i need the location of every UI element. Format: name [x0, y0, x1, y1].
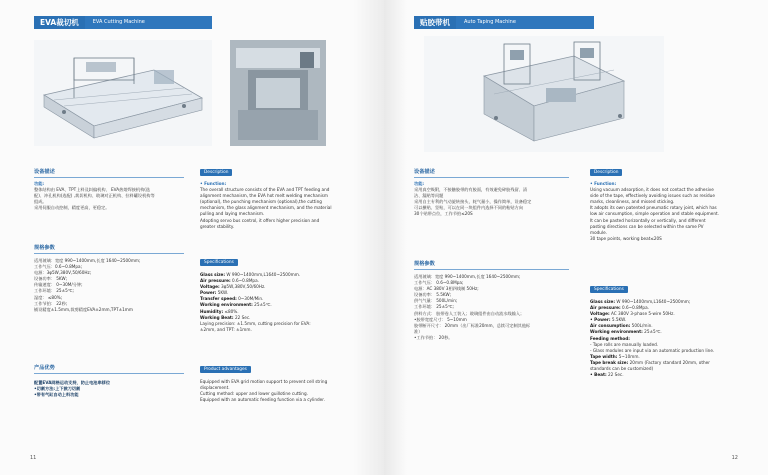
right-desc-divider: [414, 177, 569, 178]
left-param-en-key: Working Beat:: [200, 314, 234, 320]
left-param-cn-line: 设备功率： 5KW;: [34, 276, 68, 282]
left-params-en: [200, 272, 365, 333]
right-title-cn: 贴胶带机: [414, 16, 456, 29]
right-param-en-key: Feeding method:: [590, 335, 630, 341]
left-param-cn-line: 湿度： ≤80%;: [34, 294, 63, 300]
right-param-en-val: - Glass modules are input via an automatic production line.: [590, 347, 715, 353]
left-param-en-val: W 990~1400mm,L1640~2500mm.: [225, 272, 301, 277]
right-param-cn-line: 适用玻璃：宽度 990~1400mm,长度 1640~2500mm;: [414, 274, 521, 279]
left-param-cn-line: 电源：3φ5W,380V,50/60Hz;: [34, 270, 92, 276]
left-param-en-val: 3φ5W,380V,50/60Hz.: [219, 284, 266, 290]
left-desc-cn-line: 整体结构由 EVA、TPT上料及纠偏机构、 EVA热熔焊接机构(选: [34, 187, 151, 193]
left-desc-cn: [34, 181, 184, 211]
left-page-number: 11: [30, 455, 37, 461]
right-param-en-key: Glass size:: [590, 299, 616, 304]
left-param-heading: 规格参数: [34, 245, 55, 251]
left-adv-en: [200, 379, 365, 403]
left-adv-cn-line: 配置EVA网格运动支持，防止电池串移位: [34, 380, 111, 385]
left-header: [34, 16, 212, 29]
right-param-en-val: standards can be customized): [590, 366, 654, 372]
left-desc-divider: [34, 177, 184, 178]
left-param-en-key: Working environment:: [200, 302, 253, 308]
right-desc-cn-line: 可以横贴、竖贴，可以在同一块组件内选择不同的粘贴方向: [414, 205, 523, 211]
right-param-en-key: Air pressure:: [590, 305, 621, 311]
right-desc-en-line: marks, cleanliness, and missed sticking.: [590, 199, 675, 205]
right-param-en-val: AC 380V 3-phase 5-wire 50Hz.: [609, 311, 675, 317]
eva-machine-photo: [230, 40, 326, 146]
left-desc-heading: 设备描述: [34, 169, 55, 175]
left-description-pill: Description: [200, 169, 232, 176]
right-param-cn-line: 供料方式： 胶带卷人工装入；玻璃组件由自动流水线输入；: [414, 310, 525, 316]
left-spec-pill: Specifications: [200, 259, 238, 266]
left-adv-cn: [34, 380, 184, 398]
right-param-cn-line: 供气气量： 500L/min;: [414, 298, 458, 304]
left-title-cn: EVA裁切机: [34, 16, 85, 29]
right-title-en: Auto Taping Machine: [464, 19, 516, 25]
right-desc-cn-line: 洁、漏贴等问题: [414, 193, 444, 199]
right-param-en-val: 5.5KW.: [610, 317, 627, 323]
left-adv-cn-line: •带有气缸自动上料功能: [34, 392, 79, 398]
right-page-number: 12: [731, 455, 738, 461]
right-param-cn-line: 胶带断开尺寸： 20mm（出厂标准20mm，总续可定制其他标: [414, 322, 531, 328]
left-desc-en-line: pulling and laying mechanism.: [200, 211, 265, 217]
right-param-cn-line: 准）: [414, 328, 423, 334]
right-param-cn-line: 电源：AC 380V 3相四线制 50Hz;: [414, 286, 479, 292]
left-param-en-key: Transfer speed:: [200, 296, 237, 302]
right-param-cn-line: •胶带宽度尺寸： 5~10mm: [414, 316, 467, 322]
left-adv-heading: 产品优势: [34, 365, 55, 371]
taping-machine-image: [424, 36, 664, 152]
right-desc-en-line: pasting directions can be selected within the same PV: [590, 223, 704, 229]
right-param-en-key: • Power:: [590, 317, 611, 323]
left-param-cn-line: 传输速度： 0~30M/分钟;: [34, 282, 83, 288]
left-desc-en-line: Adopting servo bus control, it offers higher precision and: [200, 217, 320, 223]
left-adv-en-line: Equipped with an automatic feeding function via a cylinder.: [200, 397, 325, 403]
left-adv-en-line: Cutting method: upper and lower guillotine cutting.: [200, 391, 308, 397]
left-param-cn-line: 工作节拍： 22秒;: [34, 300, 68, 306]
left-param-en-key: Voltage:: [200, 284, 220, 290]
left-desc-en: • Function: The overall structure consists of the EVA and TPT feeding and alignment mechanism, the EVA hot melt welding mechanism (optional), the punching mechanism (optional),the cutting mechanism, the glass alignment mechanism, and the material pulling and laying mechanism. Adopting servo bus control, it offers higher precision and greater stability.: [200, 181, 360, 230]
left-desc-en-line: mechanism, the glass alignment mechanism, and the material: [200, 205, 332, 211]
right-param-en-val: 22 Sec.: [606, 372, 624, 378]
right-param-cn-line: •工作节拍： 20秒。: [414, 334, 453, 340]
right-param-en-val: 25±5℃.: [642, 329, 662, 335]
right-param-en-key: Tape break size:: [590, 359, 629, 365]
left-param-en-val: Laying precision: ±1.5mm, cutting precision for EVA:: [200, 320, 311, 326]
right-param-en-key: Air consumption:: [590, 323, 631, 329]
left-param-en-key: Glass size:: [200, 272, 226, 277]
right-param-heading: 规格参数: [414, 261, 435, 267]
right-param-en-val: 0.6~0.8Mpa.: [620, 305, 649, 311]
right-desc-cn-line: 采用真空吸附，不接触胶带的有胶面，有效避免碎胶残留、清: [414, 187, 528, 193]
right-spec-pill: Specifications: [590, 286, 628, 293]
right-param-en-val: W 990~1400mm,L1640~2500mm;: [615, 299, 691, 304]
left-param-cn-line: 适用玻璃：宽度 990~1400mm,长度 1640~2500mm;: [34, 258, 141, 263]
left-param-en-val: ±2mm, and TPT: ±1mm.: [200, 326, 252, 332]
left-param-en-val: 0.6~0.8Mpa.: [230, 278, 259, 284]
right-param-cn-line: 工作气压： 0.6~0.8Mpa;: [414, 280, 464, 286]
left-param-en-val: 25±5℃.: [252, 302, 272, 308]
left-param-divider: [34, 253, 184, 254]
left-param-en-val: 22 Sec.: [233, 314, 251, 320]
left-param-en-val: ≤80%.: [223, 308, 239, 314]
left-desc-cn-line: 配)、冲孔机构(选配) ,裁切机构、玻璃对正机构、拉料罐设机构等: [34, 193, 155, 199]
left-param-en-val: 0~30M/Min.: [236, 296, 264, 302]
left-desc-en-line: The overall structure consists of the EVA and TPT feeding and: [200, 187, 330, 193]
left-adv-en-line: Equipped with EVA grid motion support to prevent cell string: [200, 379, 328, 384]
right-header: [414, 16, 594, 29]
left-param-en-val: 5KW.: [216, 290, 228, 296]
right-param-en-key: Tape width:: [590, 353, 618, 359]
left-param-en-key: Air pressure:: [200, 278, 231, 284]
right-param-en-val: 5~10mm.: [617, 353, 640, 359]
right-desc-cn-line: 采用自主专利的气动旋转接头，耗气量小，操作简单，设备稳定: [414, 199, 532, 205]
right-param-en-key: • Beat:: [590, 372, 607, 378]
left-param-en-key: Humidity:: [200, 308, 224, 314]
right-param-en-key: Working environment:: [590, 329, 643, 335]
right-param-divider: [414, 269, 569, 270]
left-adv-en-line: displacement.: [200, 385, 230, 391]
left-adv-divider: [34, 373, 184, 374]
left-desc-en-line: greater stability.: [200, 223, 235, 229]
right-desc-en-line: low air consumption, simple operation and stable equipment.: [590, 211, 719, 217]
left-param-cn-line: 铺设精度±1.5mm,裁剪精度EVA±2mm,TPT±1mm: [34, 306, 133, 312]
right-param-en-val: 500L/min.: [630, 323, 653, 329]
left-func-cn-label: 功能:: [34, 181, 45, 186]
right-desc-heading: 设备描述: [414, 169, 435, 175]
left-desc-cn-line: 组成。: [34, 199, 47, 205]
right-param-cn-line: 工作环境： 25±5℃;: [414, 304, 454, 310]
right-param-en-key: Voltage:: [590, 311, 610, 317]
right-desc-en: • Function: Using vacuum adsorption, it does not contact the adhesive side of the tape, effectively avoiding issues such as residue marks, cleanliness, and missed sticking. It adopts its own patented pneumatic rotary joint, which has low air consumption, simple operation and stable equipment. It can be pasted horizontally or vertically, and different pasting directions can be selected within the same PV module. 30 tape points, working beat≤20S: [590, 181, 750, 242]
right-desc-en-line: side of the tape, effectively avoiding issues such as residue: [590, 193, 715, 199]
left-param-en-key: Power:: [200, 290, 217, 296]
right-desc-en-line: Using vacuum adsorption, it does not contact the adhesive: [590, 187, 714, 193]
left-title-en: EVA Cutting Machine: [92, 19, 145, 25]
right-desc-en-line: It can be pasted horizontally or vertically, and different: [590, 217, 706, 223]
eva-cutting-machine-image: [34, 40, 212, 146]
left-desc-en-line: alignment mechanism, the EVA hot melt welding mechanism: [200, 193, 328, 199]
right-desc-en-line: module.: [590, 229, 608, 235]
right-desc-cn: [414, 181, 574, 218]
right-page: [384, 0, 768, 475]
right-param-en-val: - Tape rolls are manually loaded.: [590, 341, 659, 347]
left-func-en-label: Function:: [204, 181, 227, 186]
right-params-en: [590, 299, 755, 378]
right-params-cn: [414, 274, 579, 341]
left-params-cn: [34, 258, 184, 313]
left-desc-cn-line: 采用伺服自动控制，精度更高，更稳定。: [34, 205, 110, 211]
left-adv-cn-line: •切割方法:上下掀刀切割: [34, 386, 81, 392]
right-description-pill: Description: [590, 169, 622, 176]
left-desc-en-line: (optional), the punching mechanism (optional),the cutting: [200, 199, 322, 205]
left-param-cn-line: 工作气压：0.6~0.8Mpa;: [34, 264, 83, 270]
right-func-en-label: Function:: [594, 181, 617, 186]
right-desc-en-line: 30 tape points, working beat≤20S: [590, 235, 662, 241]
right-param-cn-line: 设备功率： 5.5KW;: [414, 292, 452, 298]
right-desc-cn-line: 30个贴带点位，工作节拍≤20S: [414, 211, 473, 217]
right-param-en-val: 20mm (Factory standard 20mm, other: [628, 359, 710, 365]
left-param-cn-line: 工作环境： 25±5℃;: [34, 288, 74, 294]
right-func-cn-label: 功能:: [414, 181, 425, 186]
right-desc-en-line: It adopts its own patented pneumatic rotary joint, which has: [590, 205, 717, 211]
left-adv-pill: Product advantages: [200, 366, 251, 373]
